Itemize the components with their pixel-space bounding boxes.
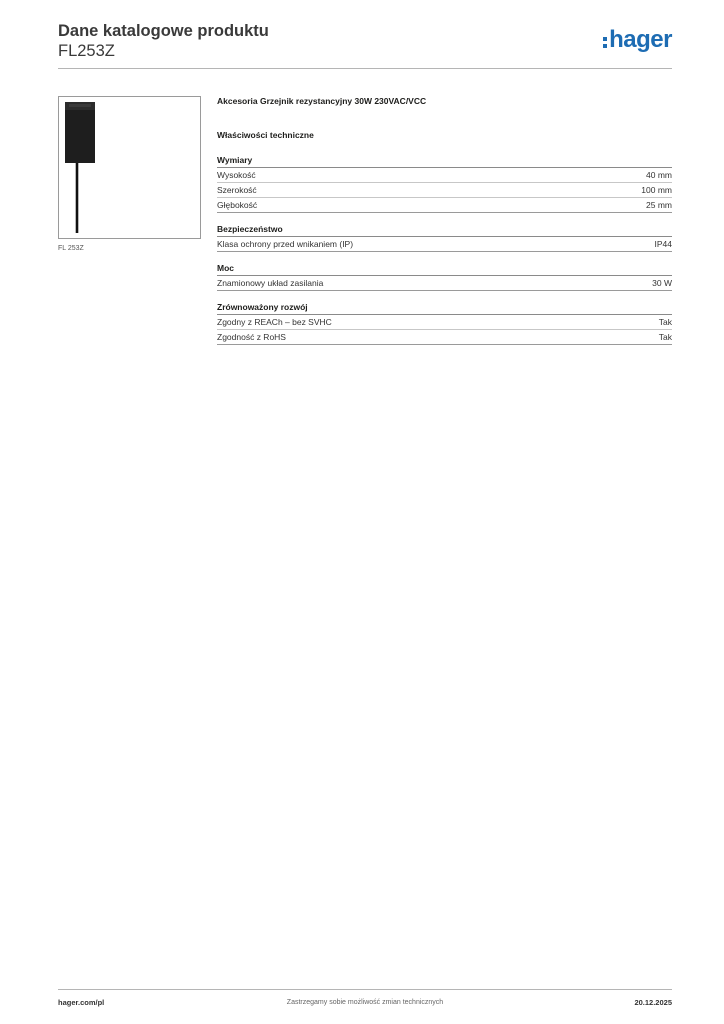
image-caption: FL 253Z	[58, 245, 84, 252]
table-row	[217, 315, 672, 330]
row-value: 100 mm	[641, 185, 672, 195]
page-header	[58, 21, 672, 69]
row-label: Szerokość	[217, 185, 257, 195]
table-row	[217, 198, 672, 213]
row-label: Znamionowy układ zasilania	[217, 278, 324, 288]
table-row	[217, 168, 672, 183]
logo-dots-icon	[603, 37, 607, 48]
section-power	[217, 263, 672, 291]
row-label: Klasa ochrony przed wnikaniem (IP)	[217, 239, 354, 249]
product-image	[58, 96, 201, 239]
section-title: Moc	[217, 263, 672, 276]
hager-logo	[603, 27, 672, 53]
logo-text: hager	[609, 26, 672, 53]
section-safety	[217, 224, 672, 252]
row-value: 25 mm	[646, 200, 672, 210]
row-value: IP44	[654, 239, 672, 249]
row-label: Zgodność z RoHS	[217, 332, 286, 342]
row-value: 40 mm	[646, 170, 672, 180]
header-divider	[58, 68, 672, 69]
row-label: Wysokość	[217, 170, 256, 180]
heater-product-icon	[59, 97, 200, 238]
footer-divider	[58, 989, 672, 990]
table-row	[217, 183, 672, 198]
row-value: 30 W	[652, 278, 672, 288]
table-row	[217, 237, 672, 252]
footer-date: 20.12.2025	[634, 998, 672, 1007]
table-row	[217, 276, 672, 291]
section-sustainability	[217, 302, 672, 345]
product-description: Akcesoria Grzejnik rezystancyjny 30W 230VAC/VCC	[217, 96, 427, 106]
section-title: Zrównoważony rozwój	[217, 302, 672, 315]
section-dimensions	[217, 155, 672, 213]
spec-content	[217, 96, 672, 345]
page-title: Dane katalogowe produktu	[58, 22, 269, 40]
footer-disclaimer: Zastrzegamy sobie możliwość zmian technicznych	[286, 999, 444, 1006]
footer-website-link[interactable]: hager.com/pl	[58, 998, 105, 1007]
section-title: Bezpieczeństwo	[217, 224, 672, 237]
section-title: Wymiary	[217, 155, 672, 168]
row-label: Głębokość	[217, 200, 258, 210]
technical-properties-title: Właściwości techniczne	[217, 130, 314, 140]
row-value: Tak	[658, 332, 672, 342]
product-code: FL253Z	[58, 42, 115, 60]
row-value: Tak	[658, 317, 672, 327]
row-label: Zgodny z REACh – bez SVHC	[217, 317, 332, 327]
table-row	[217, 330, 672, 345]
